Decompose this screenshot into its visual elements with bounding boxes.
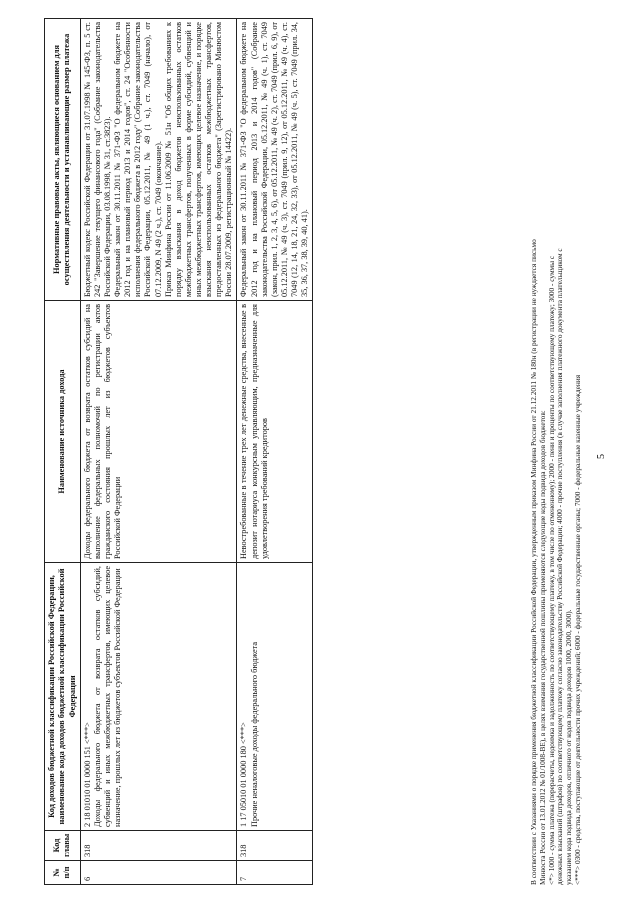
footnote-line: <***> 0300 - средства, поступающие от деятельности прочих учреждений; 6000 - федеральные государственные органы; 7000 - федеральные казенные учреждения [572,374,582,885]
act-paragraph: Федеральный закон от 30.11.2011 № 371-ФЗ "О федеральном бюджете на 2012 год и на плановый период 2013 и 2014 годов", ст. 24 "Особенности исполнения федерального бюджета в 2012 году" (Собрание законодательства Российской Федерации, 05.12.2011, № 49 (1 ч.), ст. 7049 (начало), от 07.12.2009, N 49 (2 ч.), ст. 7049 (окончание). [113,22,163,297]
row-code: 2 18 01010 01 0000 151 <***> [82,722,92,827]
row-chapter: 318 [80,831,237,861]
act-paragraph: Бюджетный кодекс Российской Федерации от 31.07.1998 № 145-ФЗ, п. 5 ст. 242 "Завершение текущего финансового года" (Собрание законодательства Российской Федерации, 03.08.1998, № 31, ст.3823). [82,22,112,297]
row-num: 7 [237,861,313,885]
row-num: 6 [80,861,237,885]
row-acts [237,19,313,301]
header-code: Код доходов бюджетной классификации Российской Федерации, наименование кода доходов бюджетной классификации Российской Федерации [45,563,81,831]
row-code-desc: Прочие неналоговые доходы федерального бюджета [249,641,259,827]
footnotes [530,19,583,885]
header-num: № п/п [45,861,81,885]
footnote-line: Минюста России от 13.01.2012 № 01/1008-ВЕ), в целях взимания государственной пошлины применяются следующие коды подвида доходов бюджетов: [537,410,547,885]
row-name: Невостребованные в течение трех лет денежные средства, внесенные в депозит нотариуса конкурсным управляющим, предназначенные для удовлетворения требований кредиторов [237,301,313,563]
row-code-desc: Доходы федерального бюджета от возврата остатков субсидий, субвенций и иных межбюджетных трансфертов, имеющих целевое назначение, прошлых лет из бюджетов субъектов Российской Федерации [92,566,123,827]
row-code-cell [237,563,313,831]
page-number: 5 [596,454,607,459]
row-code: 1 17 05010 01 0000 180 <***> [239,722,249,827]
footnote-line: В соответствии с Указаниями о порядке применения бюджетной классификации Российской Федерации, утвержденным приказом Минфина России от 21.12.2011 № 180н (в регистрации не нуждается письмо [529,239,538,885]
row-acts [80,19,237,301]
revenue-table [44,18,313,885]
table-row [237,19,313,885]
row-chapter: 318 [237,831,313,861]
header-acts: Нормативные правовые акты, являющиеся основанием для осуществления деятельности и устанавливающие размер платежа [45,19,81,301]
footnote-line: <*> 1000 - сумма платежа (перерасчеты, недоимка и задолженность по соответствующему платежу, в том числе по отмененному); 2000 - пени и проценты по соответствующему платежу; 3000 - суммы с [546,255,556,885]
row-name: Доходы федерального бюджета от возврата остатков субсидий на выполнение федеральных полномочий по регистрации актов гражданского состояния прошлых лет из бюджетов субъектов Российской Федерации [80,301,237,563]
act-paragraph: Федеральный закон от 30.11.2011 № 371-ФЗ "О федеральном бюджете на 2012 год и на плановый период 2013 и 2014 годов" (Собрание законодательства Российской Федерации, 05.12.2011, № 49 (ч. 1), ст. 7049 (закон, прил. 1, 2, 3, 4, 5, 6), от 05.12.2011, № 49 (ч. 2), ст. 7049 (прил. 6, 9), от 05.12.2011, № 49 (ч. 3), ст. 7049 (прил. 9, 12), от 05.12.2011, № 49 (ч. 4), ст. 7049 (12, 14, 18, 21, 24, 32, 33), от 05.12.2011, № 49 (ч. 5), ст. 7049 (прил. 34, 35, 36, 37, 38, 39, 40, 41). [239,22,310,297]
row-code-cell [80,563,237,831]
header-name: Наименование источника дохода [45,301,81,563]
table-row [80,19,237,885]
header-chapter: Код главы [45,831,81,861]
footnote-line: денежных взысканий (штрафов) по соответствующему платежу согласно законодательству Российской Федерации; 4000 - прочие поступления (в случае заполнения платежного документа плательщиком с [555,248,565,885]
footnote-line: указанием кода подвида доходов, отличного от кодов подвида доходов 1000, 2000, 3000). [564,609,573,885]
act-paragraph: Приказ Минфина России от 11.06.2009 № 51н "Об общих требованиях к порядку взыскания в доход бюджетов неиспользованных остатков межбюджетных трансфертов, полученных в форме субсидий, субвенций и иных межбюджетных трансфертов, имеющих целевое назначение, и порядке взыскания неиспользованных остатков межбюджетных трансфертов, предоставленных из федерального бюджета" (Зарегистрировано Минюстом России 28.07.2009, регистрационный № 14422). [163,22,234,297]
